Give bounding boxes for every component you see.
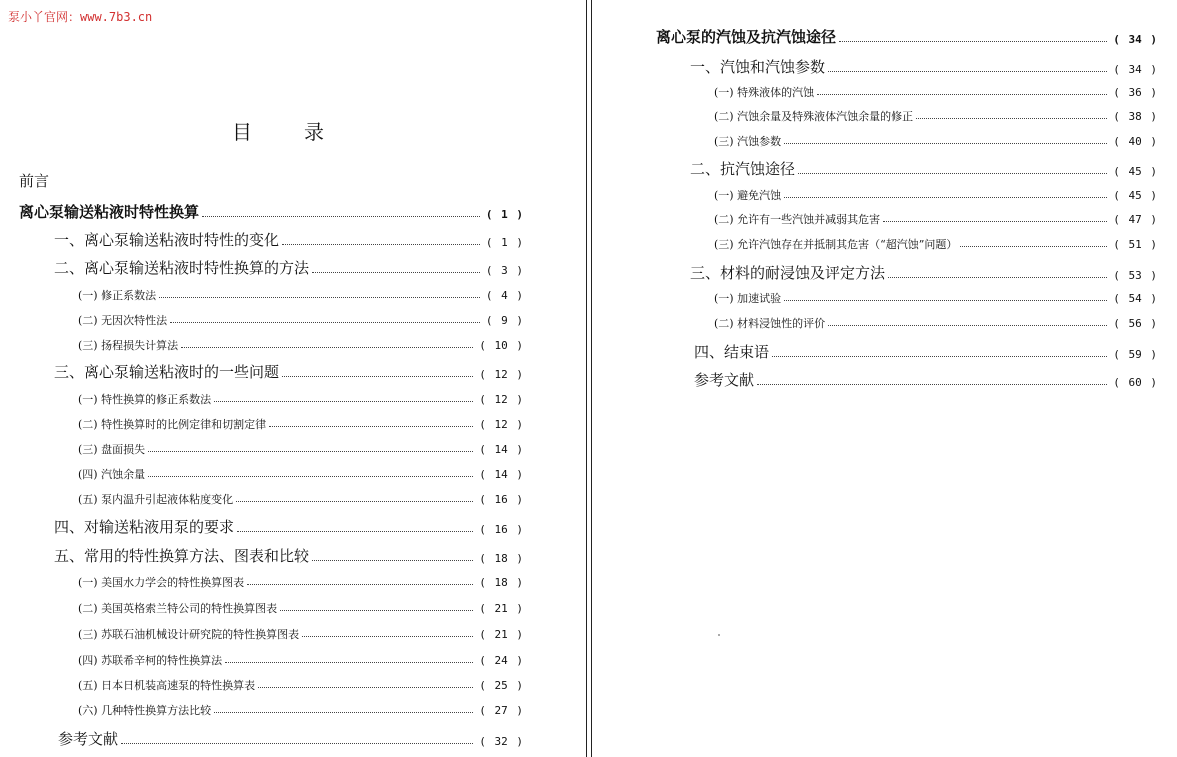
toc-entry[interactable]: (二) 汽蚀余量及特殊液体汽蚀余量的修正 ( 38 ) <box>714 110 1157 123</box>
toc-entry[interactable]: (三) 允许汽蚀存在并抵制其危害（“超汽蚀”问题） ( 51 ) <box>714 238 1157 251</box>
toc-entry[interactable]: (三) 汽蚀参数 ( 40 ) <box>714 135 1157 148</box>
toc-entry[interactable]: 二、离心泵输送粘液时特性换算的方法 ( 3 ) <box>54 259 523 277</box>
watermark: 泵小丫官网：www.7b3.cn <box>8 10 153 24</box>
toc-entry[interactable]: (五) 泵内温升引起液体粘度变化 ( 16 ) <box>78 493 523 506</box>
toc-entry[interactable]: (二) 无因次特性法 ( 9 ) <box>78 314 523 327</box>
scan-speck <box>718 634 720 636</box>
toc-entry[interactable]: (二) 特性换算时的比例定律和切割定律 ( 12 ) <box>78 418 523 431</box>
toc-entry[interactable]: 离心泵的汽蚀及抗汽蚀途径 ( 34 ) <box>656 28 1157 46</box>
toc-entry[interactable]: (二) 允许有一些汽蚀并减弱其危害 ( 47 ) <box>714 213 1157 226</box>
toc-entry[interactable]: 参考文献 ( 60 ) <box>694 371 1157 389</box>
toc-entry[interactable]: 五、常用的特性换算方法、图表和比较 ( 18 ) <box>54 547 523 565</box>
toc-entry[interactable]: 四、结束语 ( 59 ) <box>694 343 1157 361</box>
toc-entry[interactable]: 参考文献 ( 32 ) <box>58 730 523 748</box>
toc-entry[interactable]: (一) 特性换算的修正系数法 ( 12 ) <box>78 393 523 406</box>
toc-entry[interactable]: 四、对输送粘液用泵的要求 ( 16 ) <box>54 518 523 536</box>
toc-entry[interactable]: (六) 几种特性换算方法比较 ( 27 ) <box>78 704 523 717</box>
toc-entry[interactable]: (一) 加速试验 ( 54 ) <box>714 292 1157 305</box>
page-title: 目录 <box>232 120 376 144</box>
toc-entry[interactable]: (五) 日本日机装高速泵的特性换算表 ( 25 ) <box>78 679 523 692</box>
toc-entry[interactable]: (一) 避免汽蚀 ( 45 ) <box>714 189 1157 202</box>
toc-entry[interactable]: (二) 材料浸蚀性的评价 ( 56 ) <box>714 317 1157 330</box>
toc-entry[interactable]: 离心泵输送粘液时特性换算 ( 1 ) <box>19 203 523 221</box>
toc-entry[interactable]: (四) 汽蚀余量 ( 14 ) <box>78 468 523 481</box>
toc-entry[interactable]: (四) 苏联希辛柯的特性换算法 ( 24 ) <box>78 654 523 667</box>
toc-entry[interactable]: (三) 扬程损失计算法 ( 10 ) <box>78 339 523 352</box>
toc-entry[interactable]: 三、材料的耐浸蚀及评定方法 ( 53 ) <box>690 264 1157 282</box>
toc-preface: 前言 <box>19 172 50 190</box>
toc-entry[interactable]: 一、汽蚀和汽蚀参数 ( 34 ) <box>690 58 1157 76</box>
toc-entry[interactable]: (一) 特殊液体的汽蚀 ( 36 ) <box>714 86 1157 99</box>
toc-entry[interactable]: 三、离心泵输送粘液时的一些问题 ( 12 ) <box>54 363 523 381</box>
toc-entry[interactable]: (二) 美国英格索兰特公司的特性换算图表 ( 21 ) <box>78 602 523 615</box>
toc-entry[interactable]: (三) 苏联石油机械设计研究院的特性换算图表 ( 21 ) <box>78 628 523 641</box>
toc-entry[interactable]: 一、离心泵输送粘液时特性的变化 ( 1 ) <box>54 231 523 249</box>
page-divider-right <box>591 0 592 757</box>
toc-entry[interactable]: (三) 盘面损失 ( 14 ) <box>78 443 523 456</box>
toc-entry[interactable]: (一) 修正系数法 ( 4 ) <box>78 289 523 302</box>
toc-entry[interactable]: 二、抗汽蚀途径 ( 45 ) <box>690 160 1157 178</box>
page-divider-left <box>586 0 587 757</box>
toc-entry[interactable]: (一) 美国水力学会的特性换算图表 ( 18 ) <box>78 576 523 589</box>
